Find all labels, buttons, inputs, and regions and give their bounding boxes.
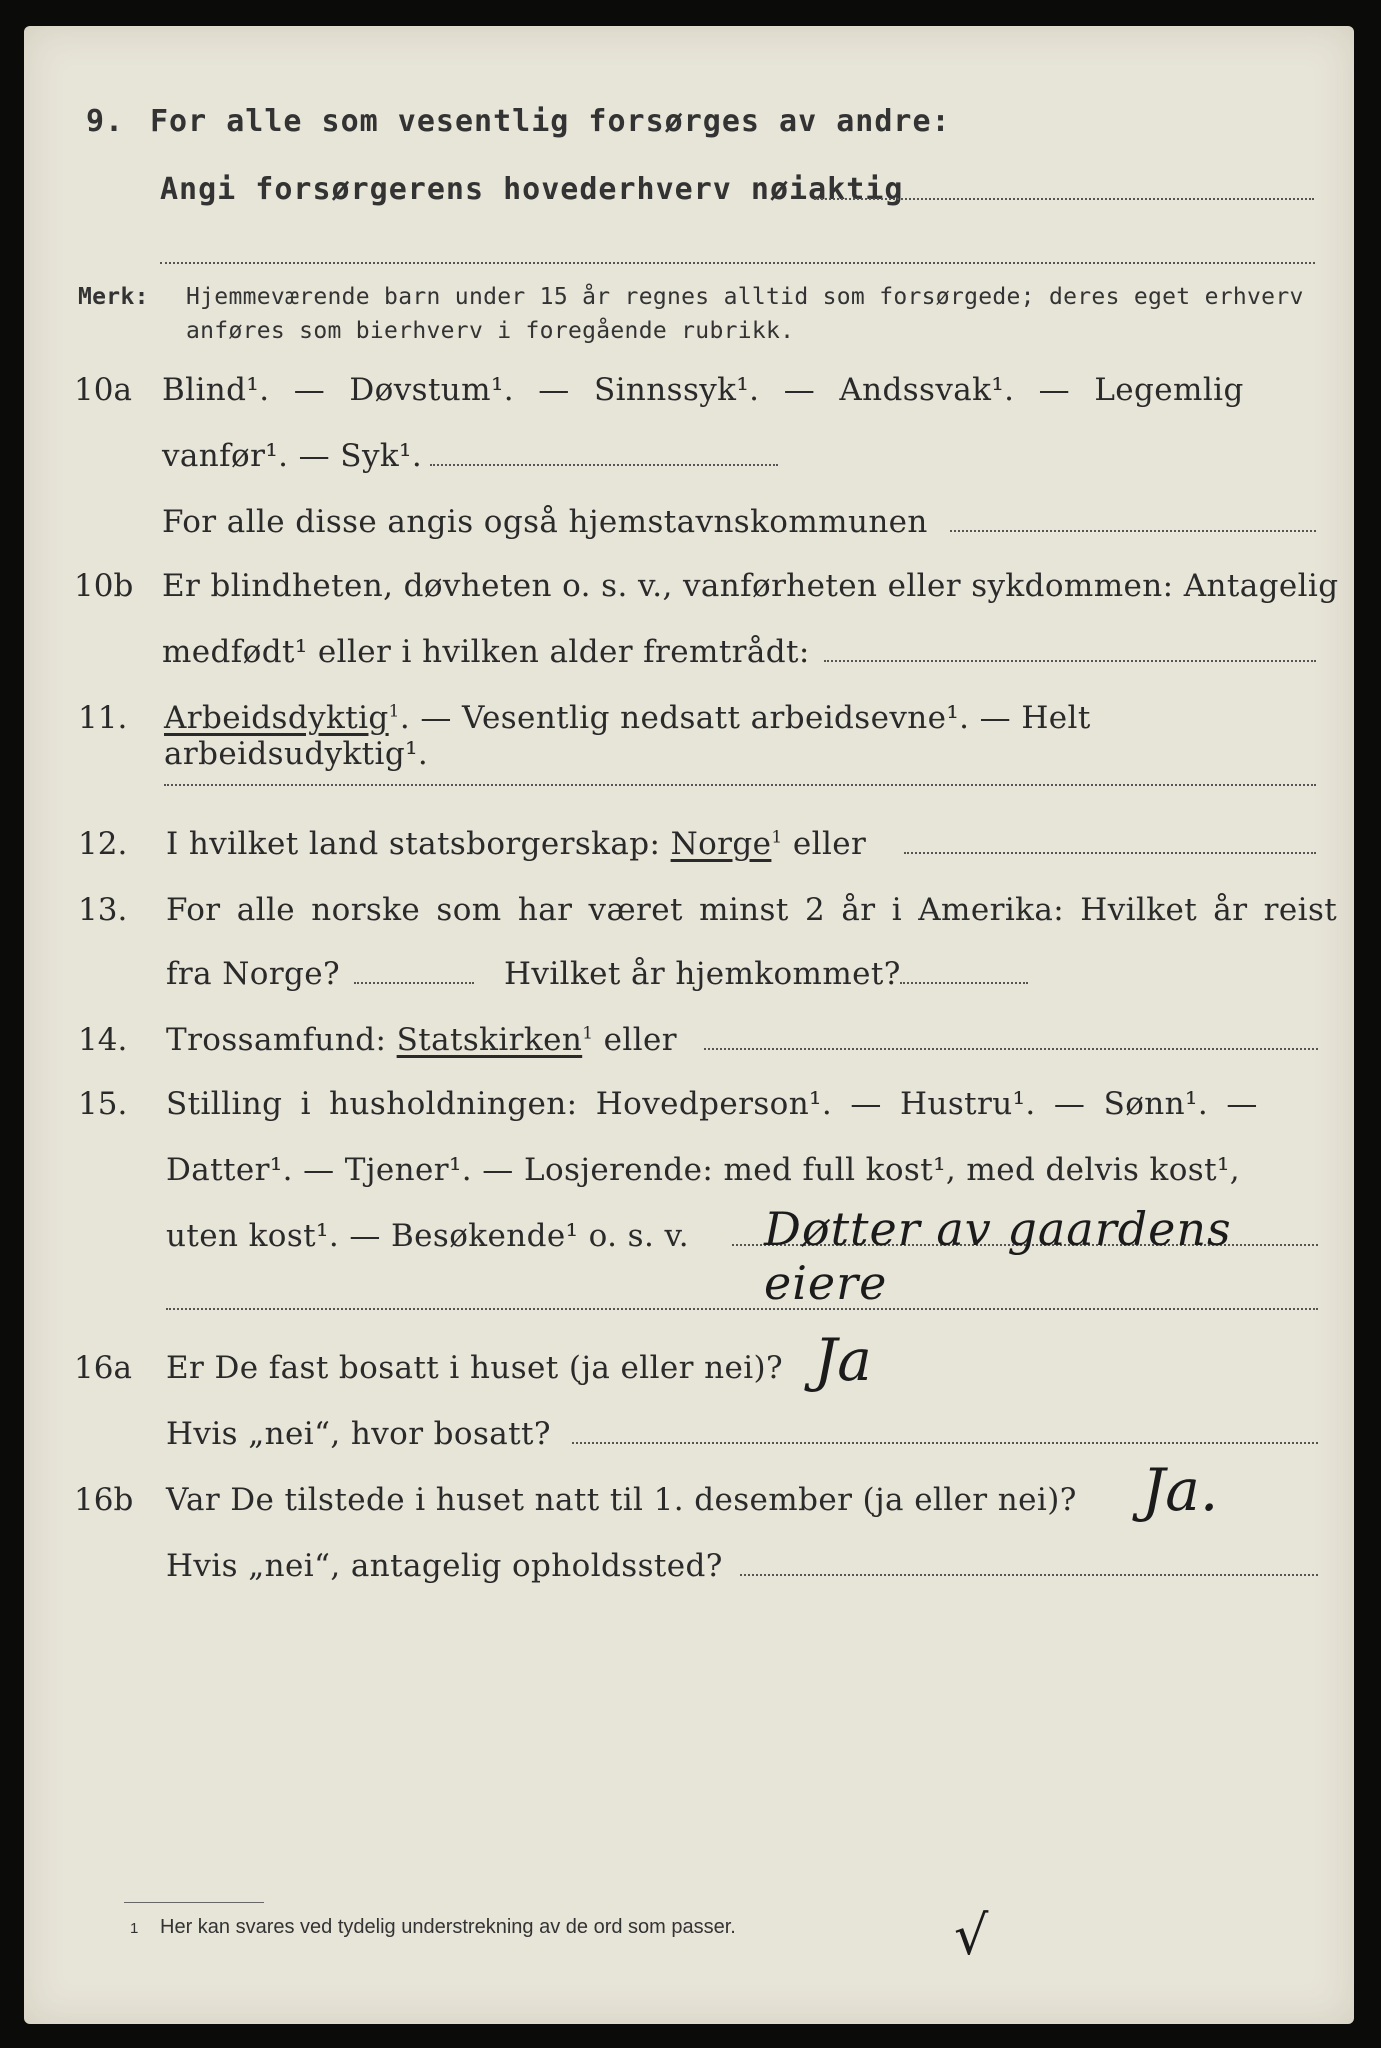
q15-answer-line-2[interactable]: [166, 1308, 1318, 1310]
q9-number: 9.: [86, 104, 125, 139]
checkmark: √: [954, 1904, 989, 1967]
q13-answer-line-1[interactable]: [354, 982, 474, 984]
q15-handwritten-answer: Døtter av gaardens eiere: [764, 1202, 1232, 1310]
q13-line-2a: fra Norge?: [166, 956, 341, 992]
q16b-answer-line[interactable]: [740, 1574, 1318, 1576]
q11-answer-line[interactable]: [164, 784, 1316, 786]
footnote-text: Her kan svares ved tydelig understrekning av de ord som passer.: [160, 1916, 736, 1938]
q16a-answer-line[interactable]: [572, 1442, 1318, 1444]
q15-line-3: uten kost¹. — Besøkende¹ o. s. v.: [166, 1218, 689, 1254]
q10b-number: 10b: [74, 568, 134, 604]
q15-line-2: Datter¹. — Tjener¹. — Losjerende: med full kost¹, med delvis kost¹,: [166, 1152, 1241, 1188]
q16a-number: 16a: [74, 1350, 132, 1386]
q9-answer-line[interactable]: [814, 198, 1314, 200]
q10a-answer-line[interactable]: [430, 464, 778, 466]
note-line-2: anføres som bierhverv i foregående rubrikk.: [186, 318, 795, 344]
q13-answer-line-2[interactable]: [900, 982, 1028, 984]
q10b-answer-line[interactable]: [824, 660, 1316, 662]
q10a-line-2: vanfør¹. — Syk¹.: [162, 438, 423, 474]
q9-answer-line-2[interactable]: [160, 262, 1315, 264]
q14-text: Trossamfund: Statskirken$^1$ eller: [166, 1022, 678, 1058]
q16a-handwritten-answer: Ja: [814, 1326, 872, 1394]
q16a-line-2: Hvis „nei“, hvor bosatt?: [166, 1416, 551, 1452]
q10b-line-2: medfødt¹ eller i hvilken alder fremtrådt:: [162, 634, 810, 670]
q16b-number: 16b: [74, 1482, 134, 1518]
q10a-number: 10a: [74, 372, 132, 408]
q14-answer-line[interactable]: [704, 1048, 1318, 1050]
q13-number: 13.: [78, 892, 128, 928]
q16b-line-2: Hvis „nei“, antagelig opholdssted?: [166, 1548, 723, 1584]
q10a-home-line[interactable]: [950, 530, 1316, 532]
q12-norge-underlined[interactable]: Norge: [670, 826, 772, 862]
q16b-handwritten-answer: Ja.: [1142, 1456, 1219, 1524]
q16b-line-1: Var De tilstede i huset natt til 1. desember (ja eller nei)?: [166, 1482, 1077, 1518]
q10b-line-1: Er blindheten, døvheten o. s. v., vanførheten eller sykdommen: Antagelig: [162, 568, 1339, 604]
q11-text: Arbeidsdyktig$^1$. — Vesentlig nedsatt arbeidsevne¹. — Helt arbeidsudyktig¹.: [164, 700, 1091, 772]
q10a-line-3: For alle disse angis også hjemstavnskommunen: [162, 504, 928, 540]
q12-number: 12.: [78, 826, 128, 862]
q13-line-2b: Hvilket år hjemkommet?: [504, 956, 901, 992]
note-label: Merk:: [78, 284, 149, 310]
q12-answer-line[interactable]: [904, 852, 1316, 854]
q16a-line-1: Er De fast bosatt i huset (ja eller nei)?: [166, 1350, 784, 1386]
q12-text: I hvilket land statsborgerskap: Norge$^1$ eller: [166, 826, 867, 862]
footnote-rule: [124, 1902, 264, 1903]
q13-line-1: For alle norske som har været minst 2 år i Amerika: Hvilket år reist: [166, 892, 1338, 928]
footnote-marker: 1: [130, 1920, 139, 1937]
q15-line-1: Stilling i husholdningen: Hovedperson¹. — Hustru¹. — Sønn¹. —: [166, 1086, 1258, 1122]
q11-option-underlined[interactable]: Arbeidsdyktig: [164, 700, 389, 736]
note-line-1: Hjemmeværende barn under 15 år regnes alltid som forsørgede; deres eget erhverv: [186, 284, 1304, 310]
q10a-line-1: Blind¹. — Døvstum¹. — Sinnssyk¹. — Andssvak¹. — Legemlig: [162, 372, 1244, 408]
q9-text: For alle som vesentlig forsørges av andre:: [150, 104, 951, 139]
q14-number: 14.: [78, 1022, 128, 1058]
q11-rest: . — Vesentlig nedsatt arbeidsevne¹. — Helt arbeidsudyktig¹.: [164, 700, 1091, 772]
q11-number: 11.: [78, 700, 128, 736]
q15-number: 15.: [78, 1086, 128, 1122]
census-form-page: [24, 26, 1354, 2024]
q14-statskirken-underlined[interactable]: Statskirken: [396, 1022, 583, 1058]
q9-subtext: Angi forsørgerens hovederhverv nøiaktig: [160, 172, 904, 207]
